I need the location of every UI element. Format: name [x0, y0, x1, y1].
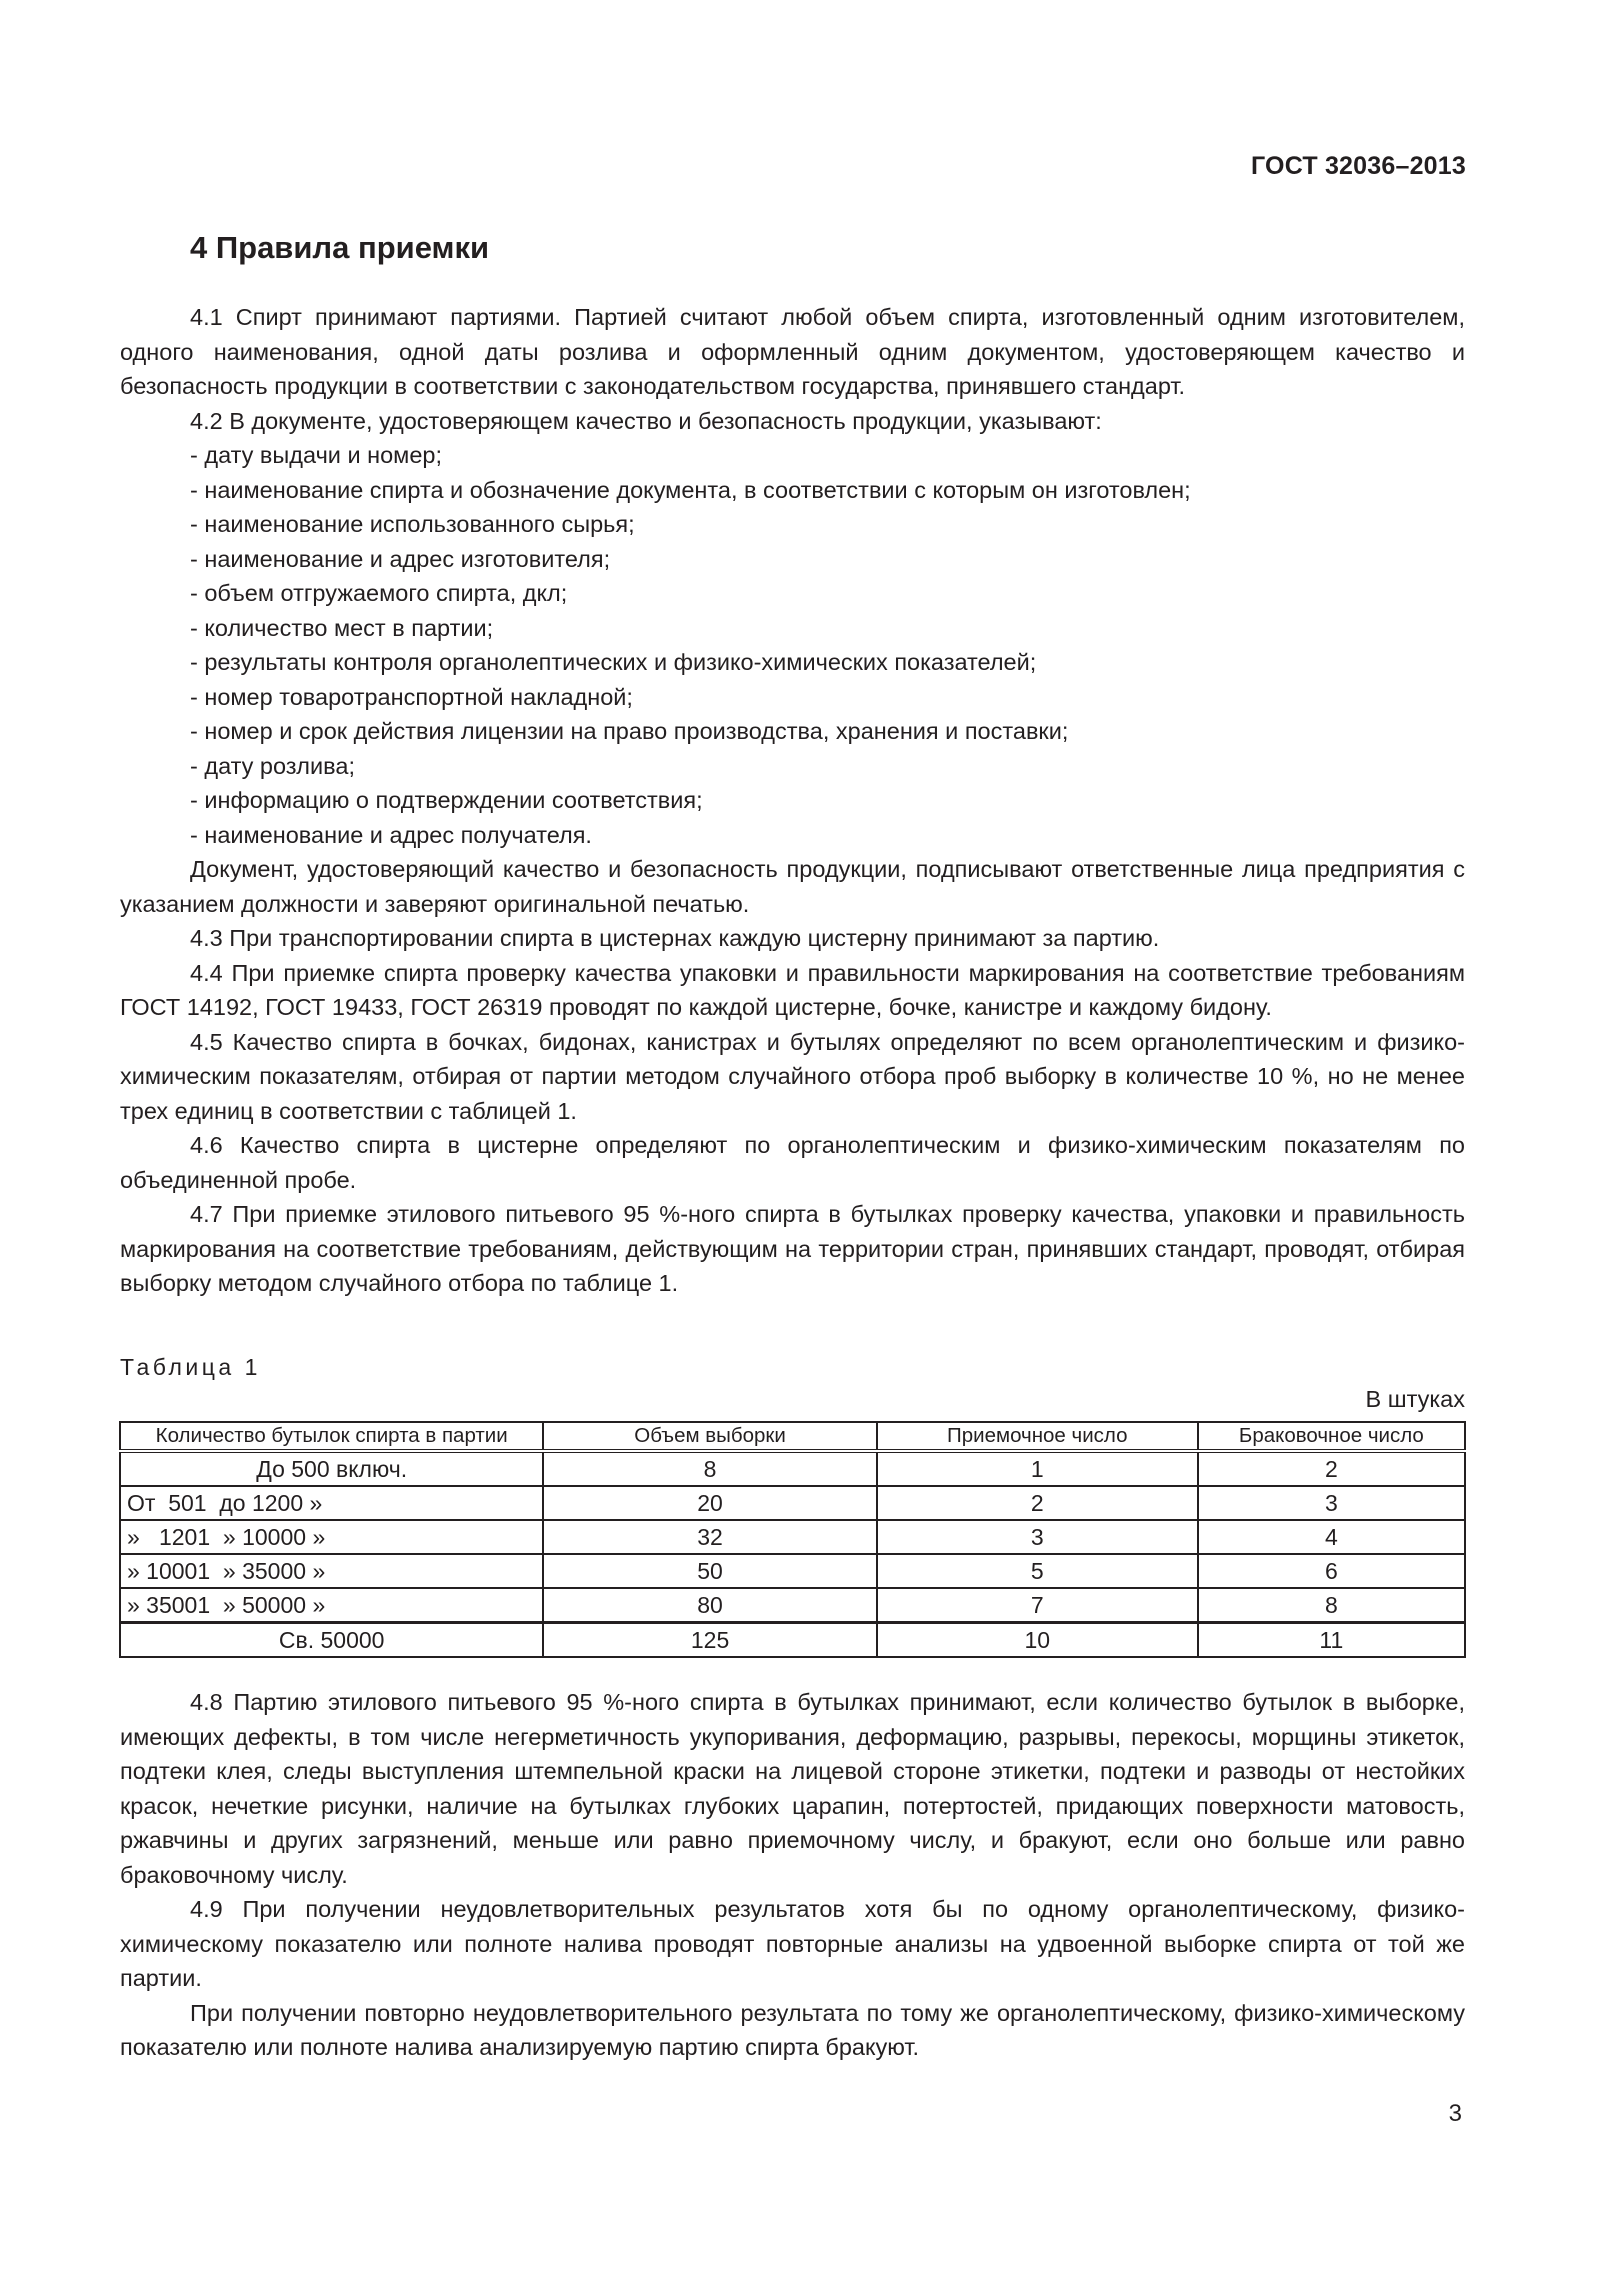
cell-sample-size: 80 [543, 1588, 876, 1623]
paragraph-4-7: 4.7 При приемке этилового питьевого 95 %-ного спирта в бутылках проверку качества, упаковки и правильность маркирования на соответствие требованиям, действующим на территории стран, принявших стандарт, проводят, отбирая выборку методом случайного отбора по таблице 1. [120, 1201, 1465, 1296]
cell-rejection-number: 3 [1198, 1486, 1465, 1520]
cell-acceptance-number: 10 [877, 1623, 1198, 1658]
cell-bottle-count: До 500 включ. [120, 1451, 543, 1486]
paragraph-4-4: 4.4 При приемке спирта проверку качества упаковки и правильности маркирования на соответствие требованиям ГОСТ 14192, ГОСТ 19433, ГОСТ 26319 проводят по каждой цистерне, бочке, канистре и каждому бидону. [120, 959, 1465, 1020]
list-item: - наименование и адрес получателя. [190, 821, 592, 848]
list-item: - дату выдачи и номер; [190, 442, 442, 468]
cell-sample-size: 8 [543, 1451, 876, 1486]
paragraph-4-5: 4.5 Качество спирта в бочках, бидонах, канистрах и бутылях определяют по всем органолептическим и физико-химическим показателям, отбирая от партии методом случайного отбора проб выборку в количестве 10 %, но не менее трех единиц в соответствии с таблицей 1. [120, 1028, 1465, 1124]
section-title: 4 Правила приемки [190, 230, 490, 265]
table-caption: Таблица 1 [120, 1354, 261, 1380]
paragraph-4-8: 4.8 Партию этилового питьевого 95 %-ного спирта в бутылках принимают, если количество бутылок в выборке, имеющих дефекты, в том числе негерметичность укупоривания, деформацию, разрывы, перекосы, морщины этикеток, подтеки клея, следы выступления штемпельной краски на лицевой стороне этикетки, подтеки и разводы от нестойких красок, нечеткие рисунки, наличие на бутылках глубоких царапин, потертостей, придающих поверхности матовость, ржавчины и других загрязнений, меньше или равно приемочному числу, и бракуют, если оно больше или равно браковочному числу. [120, 1689, 1465, 1888]
paragraph-4-9: 4.9 При получении неудовлетворительных результатов хотя бы по одному органолептическому, физико-химическому показателю или полноте налива проводят повторные анализы на удвоенной выборке спирта от той же партии. [120, 1896, 1465, 1991]
paragraph-4-2: 4.2 В документе, удостоверяющем качество и безопасность продукции, указывают: [190, 407, 1102, 434]
cell-rejection-number: 4 [1198, 1520, 1465, 1554]
cell-rejection-number: 6 [1198, 1554, 1465, 1588]
cell-acceptance-number: 3 [877, 1520, 1198, 1554]
list-item: - информацию о подтверждении соответствия; [190, 787, 703, 813]
table-row [120, 1554, 1465, 1588]
header-bottle-count: Количество бутылок спирта в партии [120, 1422, 543, 1451]
acceptance-table [119, 1421, 1466, 1658]
cell-sample-size: 50 [543, 1554, 876, 1588]
cell-bottle-count: От 501 до 1200 » [120, 1486, 543, 1520]
cell-rejection-number: 8 [1198, 1588, 1465, 1623]
cell-sample-size: 32 [543, 1520, 876, 1554]
paragraph-4-6: 4.6 Качество спирта в цистерне определяют по органолептическим и физико-химическим показателям по объединенной пробе. [120, 1132, 1465, 1193]
body-text-top [120, 300, 1465, 1301]
table-row [120, 1451, 1465, 1486]
list-item: - номер и срок действия лицензии на право производства, хранения и поставки; [190, 718, 1069, 744]
list-item: - наименование использованного сырья; [190, 511, 635, 537]
table-row [120, 1588, 1465, 1623]
list-item: - дату розлива; [190, 752, 355, 779]
paragraph-4-3: 4.3 При транспортировании спирта в цистернах каждую цистерну принимают за партию. [190, 925, 1160, 951]
cell-bottle-count: Св. 50000 [120, 1623, 543, 1658]
cell-rejection-number: 11 [1198, 1623, 1465, 1658]
cell-acceptance-number: 1 [877, 1451, 1198, 1486]
cell-sample-size: 125 [543, 1623, 876, 1658]
table-row [120, 1520, 1465, 1554]
cell-acceptance-number: 7 [877, 1588, 1198, 1623]
list-item: - количество мест в партии; [190, 614, 494, 641]
cell-bottle-count: » 35001 » 50000 » [120, 1588, 543, 1623]
paragraph-4-9-note: При получении повторно неудовлетворительного результата по тому же органолептическому, физико-химическому показателю или полноте налива анализируемую партию спирта бракуют. [120, 1999, 1465, 2060]
cell-acceptance-number: 2 [877, 1486, 1198, 1520]
table-units: В штуках [1365, 1386, 1465, 1412]
header-rejection-number: Браковочное число [1198, 1422, 1465, 1451]
list-item: - наименование спирта и обозначение документа, в соответствии с которым он изготовлен; [190, 476, 1191, 503]
table-header-row [120, 1422, 1465, 1451]
paragraph-4-1: 4.1 Спирт принимают партиями. Партией считают любой объем спирта, изготовленный одним изготовителем, одного наименования, одной даты розлива и оформленный одним документом, удостоверяющем качество и безопасность продукции в соответствии с законодательством государства, принявшего стандарт. [120, 304, 1465, 399]
header-acceptance-number: Приемочное число [877, 1422, 1198, 1451]
list-item: - наименование и адрес изготовителя; [190, 545, 611, 572]
document-code-header: ГОСТ 32036–2013 [1251, 152, 1466, 180]
list-item: - результаты контроля органолептических и физико-химических показателей; [190, 649, 1037, 675]
body-text-bottom [120, 1685, 1465, 2065]
list-item: - номер товаротранспортной накладной; [190, 683, 633, 710]
table-row [120, 1486, 1465, 1520]
cell-bottle-count: » 10001 » 35000 » [120, 1554, 543, 1588]
cell-rejection-number: 2 [1198, 1451, 1465, 1486]
cell-sample-size: 20 [543, 1486, 876, 1520]
table-row [120, 1623, 1465, 1658]
list-item: - объем отгружаемого спирта, дкл; [190, 580, 568, 606]
header-sample-size: Объем выборки [543, 1422, 876, 1451]
cell-acceptance-number: 5 [877, 1554, 1198, 1588]
paragraph-4-2-note: Документ, удостоверяющий качество и безопасность продукции, подписывают ответственные лица предприятия с указанием должности и заверяют оригинальной печатью. [120, 856, 1465, 917]
cell-bottle-count: » 1201 » 10000 » [120, 1520, 543, 1554]
page-number: 3 [1448, 2100, 1462, 2127]
